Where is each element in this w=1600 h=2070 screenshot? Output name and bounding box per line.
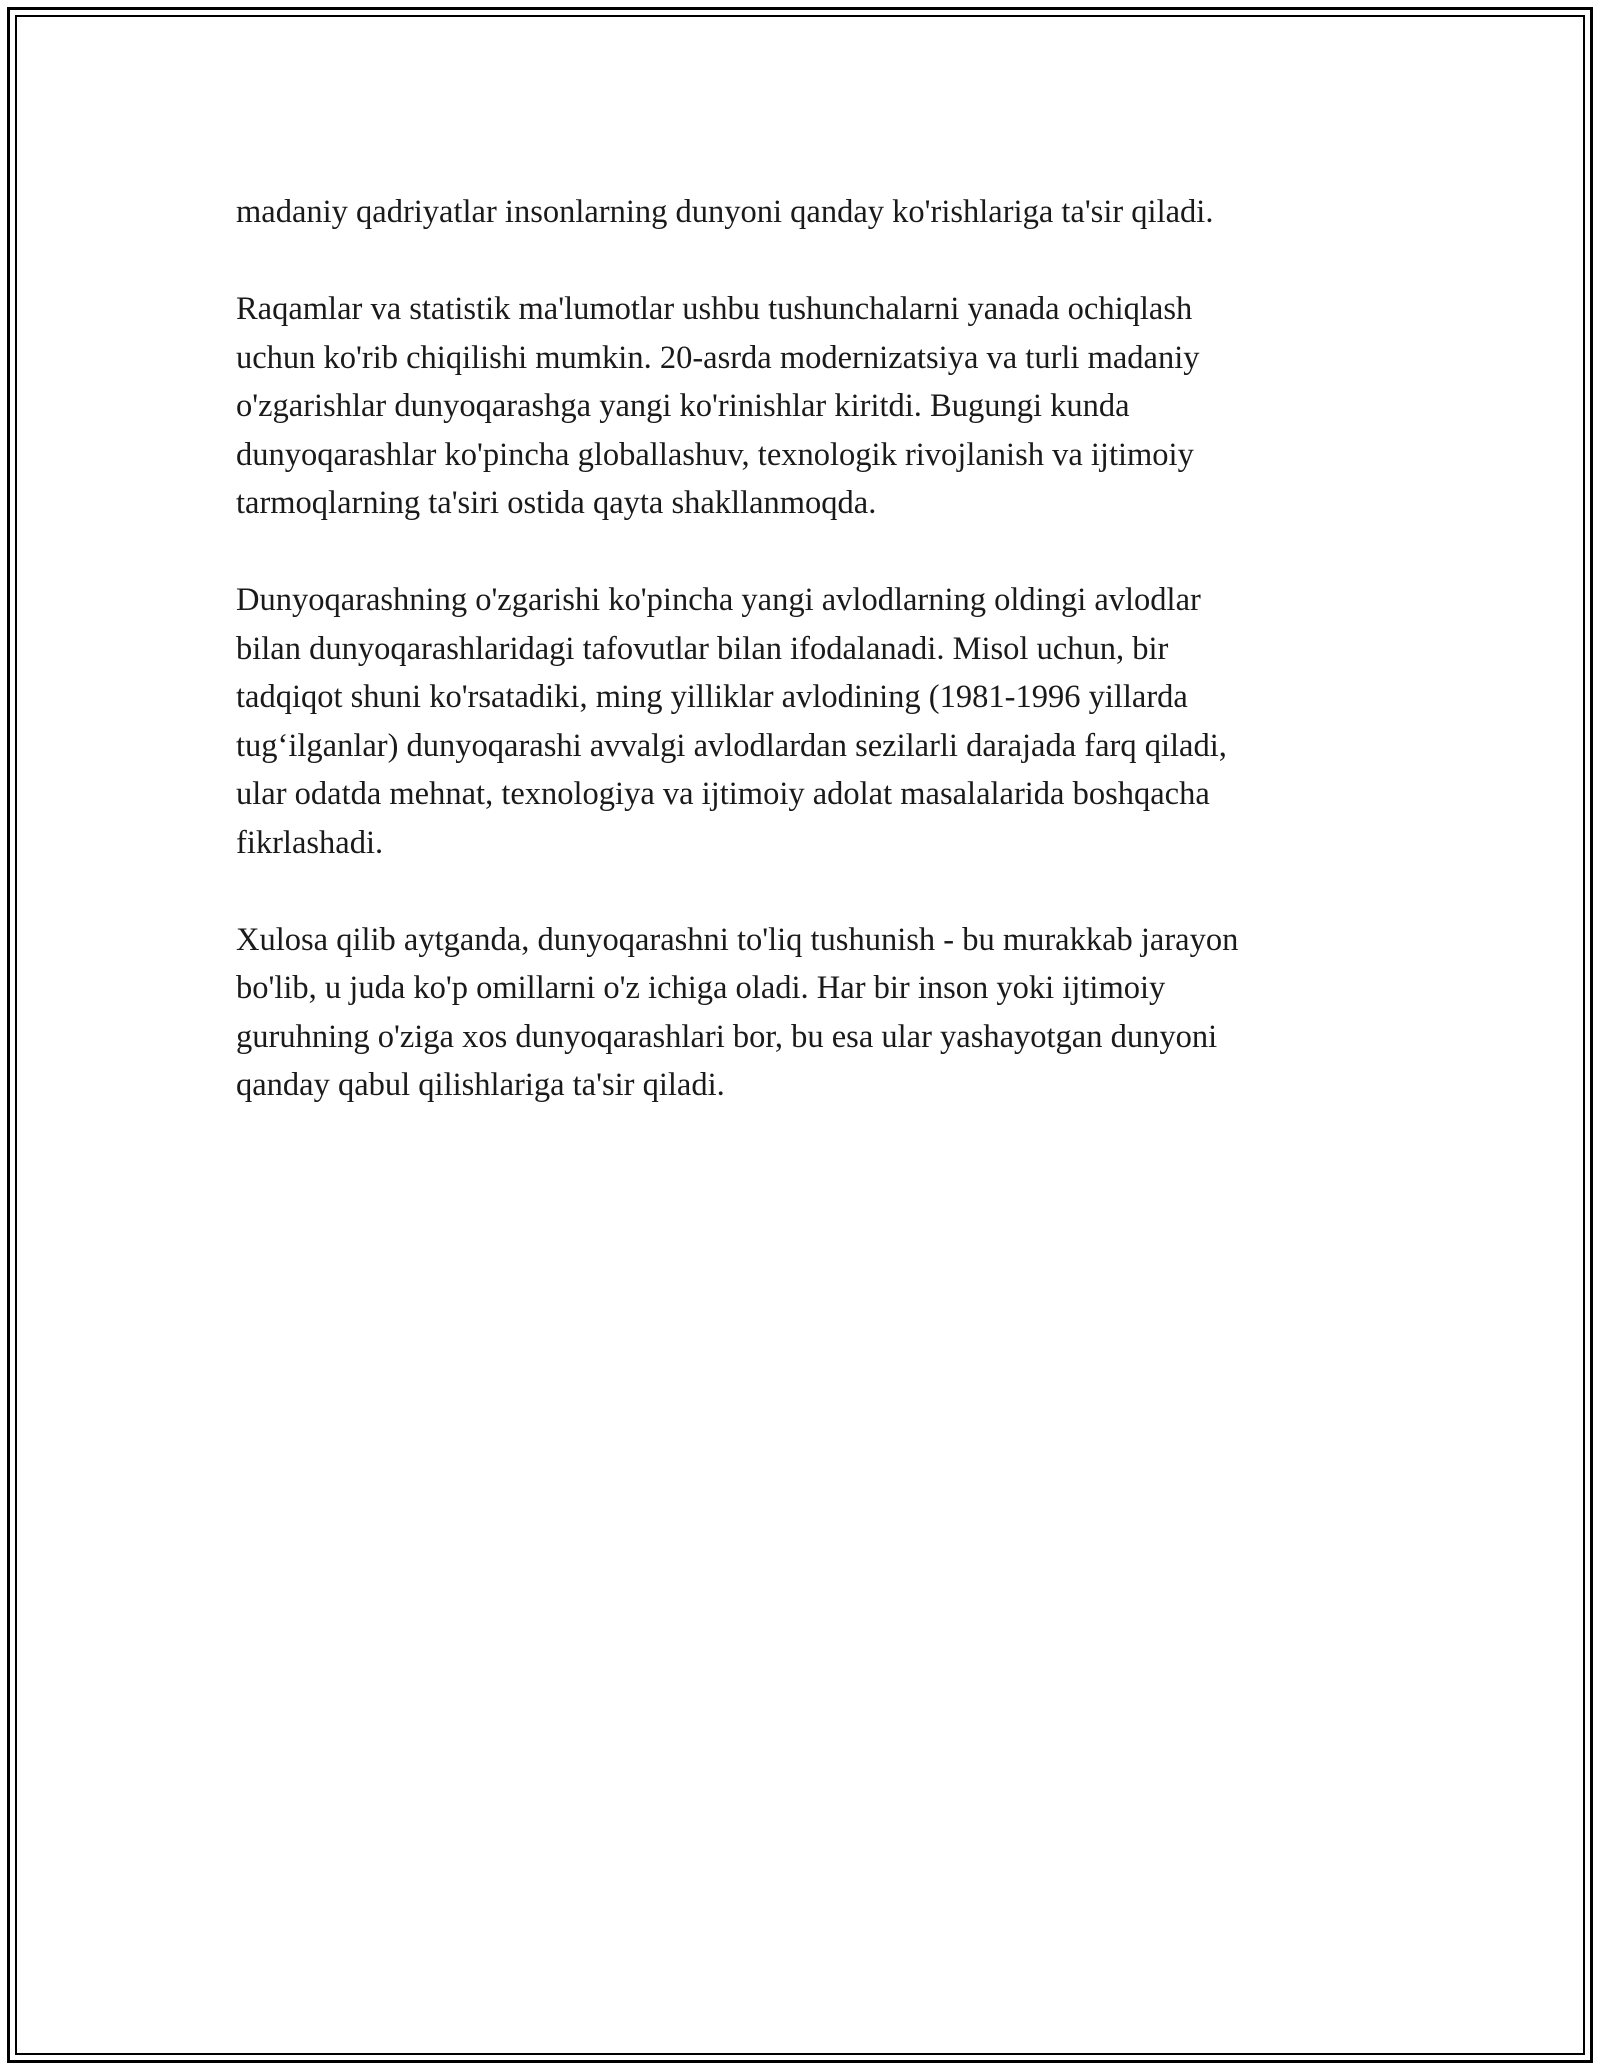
text-line: bilan dunyoqarashlaridagi tafovutlar bilan ifodalanadi. Misol uchun, bir xyxy=(236,630,1169,667)
text-line: guruhning o'ziga xos dunyoqarashlari bor, bu esa ular yashayotgan dunyoni xyxy=(236,1018,1218,1055)
text-line: ular odatda mehnat, texnologiya va ijtimoiy adolat masalalarida boshqacha xyxy=(236,776,1210,812)
document-body xyxy=(236,188,1386,1158)
text-line: Dunyoqarashning o'zgarishi ko'pincha yangi avlodlarning oldingi avlodlar xyxy=(236,582,1201,618)
text-line: o'zgarishlar dunyoqarashga yangi ko'rinishlar kiritdi. Bugungi kunda xyxy=(236,388,1130,424)
text-line: uchun ko'rib chiqilishi mumkin. 20-asrda modernizatsiya va turli madaniy xyxy=(236,339,1200,376)
paragraph-3 xyxy=(236,576,1386,867)
text-line: bo'lib, u juda ko'p omillarni o'z ichiga oladi. Har bir inson yoki ijtimoiy xyxy=(236,970,1166,1006)
text-line: qanday qabul qilishlariga ta'sir qiladi. xyxy=(236,1067,725,1103)
text-line: dunyoqarashlar ko'pincha globallashuv, texnologik rivojlanish va ijtimoiy xyxy=(236,436,1194,473)
text-line: tug‘ilganlar) dunyoqarashi avvalgi avlodlardan sezilarli darajada farq qiladi, xyxy=(236,727,1227,764)
text-line: tadqiqot shuni ko'rsatadiki, ming yilliklar avlodining (1981-1996 yillarda xyxy=(236,679,1188,715)
text-line: tarmoqlarning ta'siri ostida qayta shakllanmoqda. xyxy=(236,485,877,521)
text-line: Raqamlar va statistik ma'lumotlar ushbu tushunchalarni yanada ochiqlash xyxy=(236,291,1193,327)
text-line: madaniy qadriyatlar insonlarning dunyoni qanday ko'rishlariga ta'sir qiladi. xyxy=(236,194,1214,230)
paragraph-4 xyxy=(236,916,1386,1110)
text-line: fikrlashadi. xyxy=(236,824,384,861)
paragraph-1 xyxy=(236,188,1386,237)
paragraph-2 xyxy=(236,285,1386,528)
text-line: Xulosa qilib aytganda, dunyoqarashni to'liq tushunish - bu murakkab jarayon xyxy=(236,921,1239,958)
